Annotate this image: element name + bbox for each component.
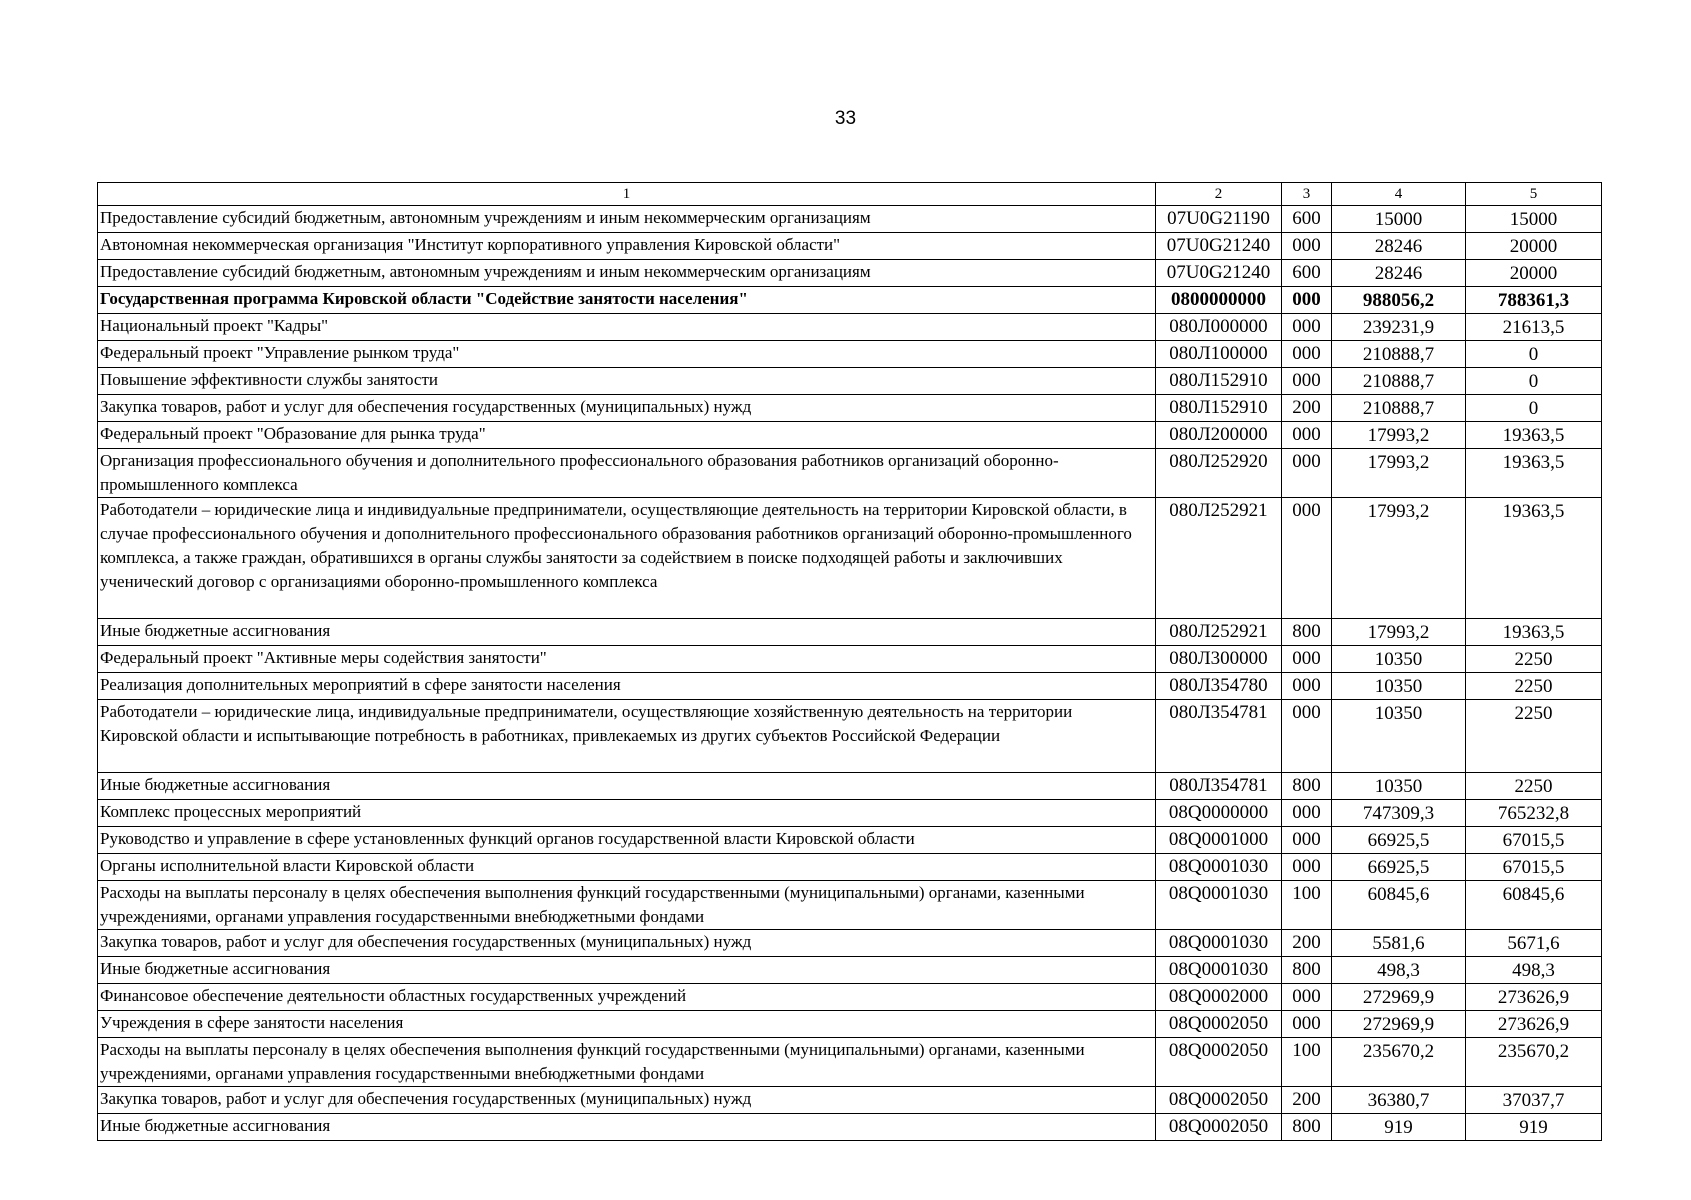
table-row bbox=[98, 827, 1602, 854]
table-row bbox=[98, 700, 1602, 773]
row-amount-year-2: 60845,6 bbox=[1466, 881, 1602, 930]
table-row bbox=[98, 773, 1602, 800]
row-expense-type: 000 bbox=[1282, 422, 1332, 449]
table-row bbox=[98, 619, 1602, 646]
row-expense-type: 800 bbox=[1282, 1114, 1332, 1141]
row-expense-type: 800 bbox=[1282, 957, 1332, 984]
row-expense-type: 100 bbox=[1282, 881, 1332, 930]
table-row bbox=[98, 287, 1602, 314]
row-amount-year-2: 2250 bbox=[1466, 700, 1602, 773]
table-row bbox=[98, 1087, 1602, 1114]
row-amount-year-1: 17993,2 bbox=[1332, 498, 1466, 619]
row-amount-year-1: 60845,6 bbox=[1332, 881, 1466, 930]
row-amount-year-1: 17993,2 bbox=[1332, 619, 1466, 646]
column-header: 2 bbox=[1156, 183, 1282, 206]
row-target-code: 0800000000 bbox=[1156, 287, 1282, 314]
row-amount-year-2: 0 bbox=[1466, 395, 1602, 422]
row-target-code: 080Л000000 bbox=[1156, 314, 1282, 341]
row-target-code: 08Q0002000 bbox=[1156, 984, 1282, 1011]
row-amount-year-1: 272969,9 bbox=[1332, 984, 1466, 1011]
row-target-code: 080Л354781 bbox=[1156, 700, 1282, 773]
table-row bbox=[98, 800, 1602, 827]
row-amount-year-2: 273626,9 bbox=[1466, 984, 1602, 1011]
row-target-code: 080Л100000 bbox=[1156, 341, 1282, 368]
table-row bbox=[98, 395, 1602, 422]
row-expense-type: 000 bbox=[1282, 984, 1332, 1011]
table-row bbox=[98, 260, 1602, 287]
row-expense-type: 000 bbox=[1282, 827, 1332, 854]
row-amount-year-2: 498,3 bbox=[1466, 957, 1602, 984]
row-target-code: 07U0G21190 bbox=[1156, 206, 1282, 233]
row-description: Государственная программа Кировской области "Содействие занятости населения" bbox=[98, 287, 1156, 314]
row-amount-year-1: 5581,6 bbox=[1332, 930, 1466, 957]
table-row bbox=[98, 498, 1602, 619]
row-description: Повышение эффективности службы занятости bbox=[98, 368, 1156, 395]
row-amount-year-1: 17993,2 bbox=[1332, 422, 1466, 449]
row-description: Иные бюджетные ассигнования bbox=[98, 1114, 1156, 1141]
row-description: Федеральный проект "Управление рынком труда" bbox=[98, 341, 1156, 368]
table-row bbox=[98, 1011, 1602, 1038]
row-expense-type: 000 bbox=[1282, 800, 1332, 827]
row-expense-type: 600 bbox=[1282, 260, 1332, 287]
row-target-code: 080Л252921 bbox=[1156, 498, 1282, 619]
row-amount-year-2: 20000 bbox=[1466, 260, 1602, 287]
row-amount-year-2: 5671,6 bbox=[1466, 930, 1602, 957]
row-target-code: 08Q0001030 bbox=[1156, 854, 1282, 881]
row-amount-year-1: 235670,2 bbox=[1332, 1038, 1466, 1087]
row-amount-year-2: 19363,5 bbox=[1466, 619, 1602, 646]
table-row bbox=[98, 206, 1602, 233]
row-expense-type: 000 bbox=[1282, 341, 1332, 368]
row-description: Предоставление субсидий бюджетным, автономным учреждениям и иным некоммерческим организациям bbox=[98, 260, 1156, 287]
row-amount-year-2: 2250 bbox=[1466, 646, 1602, 673]
table-row bbox=[98, 422, 1602, 449]
row-amount-year-1: 747309,3 bbox=[1332, 800, 1466, 827]
row-amount-year-1: 28246 bbox=[1332, 260, 1466, 287]
page-number: 33 bbox=[834, 108, 857, 129]
row-description: Учреждения в сфере занятости населения bbox=[98, 1011, 1156, 1038]
row-target-code: 08Q0001030 bbox=[1156, 957, 1282, 984]
row-expense-type: 000 bbox=[1282, 673, 1332, 700]
row-description: Закупка товаров, работ и услуг для обеспечения государственных (муниципальных) нужд bbox=[98, 1087, 1156, 1114]
row-expense-type: 000 bbox=[1282, 498, 1332, 619]
row-amount-year-2: 19363,5 bbox=[1466, 449, 1602, 498]
row-amount-year-1: 10350 bbox=[1332, 773, 1466, 800]
table-row bbox=[98, 368, 1602, 395]
row-description: Предоставление субсидий бюджетным, автономным учреждениям и иным некоммерческим организациям bbox=[98, 206, 1156, 233]
row-target-code: 080Л300000 bbox=[1156, 646, 1282, 673]
row-description: Руководство и управление в сфере установленных функций органов государственной власти Кировской области bbox=[98, 827, 1156, 854]
row-amount-year-1: 210888,7 bbox=[1332, 368, 1466, 395]
row-expense-type: 000 bbox=[1282, 314, 1332, 341]
row-description: Организация профессионального обучения и дополнительного профессионального образования работников организаций оборонно-промышленного комплекса bbox=[98, 449, 1156, 498]
budget-table-body bbox=[98, 183, 1602, 1141]
row-amount-year-1: 210888,7 bbox=[1332, 341, 1466, 368]
row-expense-type: 200 bbox=[1282, 1087, 1332, 1114]
table-row bbox=[98, 881, 1602, 930]
row-amount-year-2: 37037,7 bbox=[1466, 1087, 1602, 1114]
column-header: 3 bbox=[1282, 183, 1332, 206]
row-expense-type: 000 bbox=[1282, 233, 1332, 260]
table-header-row bbox=[98, 183, 1602, 206]
row-target-code: 080Л354780 bbox=[1156, 673, 1282, 700]
row-target-code: 08Q0002050 bbox=[1156, 1011, 1282, 1038]
row-amount-year-2: 67015,5 bbox=[1466, 854, 1602, 881]
row-target-code: 08Q0000000 bbox=[1156, 800, 1282, 827]
row-amount-year-1: 28246 bbox=[1332, 233, 1466, 260]
row-description: Комплекс процессных мероприятий bbox=[98, 800, 1156, 827]
row-amount-year-2: 788361,3 bbox=[1466, 287, 1602, 314]
row-description: Иные бюджетные ассигнования bbox=[98, 773, 1156, 800]
row-amount-year-1: 919 bbox=[1332, 1114, 1466, 1141]
row-description: Работодатели – юридические лица и индивидуальные предприниматели, осуществляющие деятельность на территории Кировской области, в случае профессионального обучения и дополнительного профессионального образования работников организаций оборонно-промышленного комплекса, а также граждан, обратившихся в органы службы занятости за содействием в поиске подходящей работы и заключивших ученический договор с организациями оборонно-промышленного комплекса bbox=[98, 498, 1156, 619]
row-amount-year-1: 10350 bbox=[1332, 673, 1466, 700]
row-amount-year-2: 19363,5 bbox=[1466, 422, 1602, 449]
row-expense-type: 200 bbox=[1282, 930, 1332, 957]
row-expense-type: 000 bbox=[1282, 449, 1332, 498]
row-expense-type: 800 bbox=[1282, 619, 1332, 646]
column-header: 1 bbox=[98, 183, 1156, 206]
row-amount-year-2: 20000 bbox=[1466, 233, 1602, 260]
column-header: 4 bbox=[1332, 183, 1466, 206]
row-description: Федеральный проект "Активные меры содействия занятости" bbox=[98, 646, 1156, 673]
table-row bbox=[98, 646, 1602, 673]
row-amount-year-2: 919 bbox=[1466, 1114, 1602, 1141]
row-expense-type: 000 bbox=[1282, 646, 1332, 673]
budget-table bbox=[97, 182, 1602, 1141]
row-target-code: 080Л354781 bbox=[1156, 773, 1282, 800]
row-expense-type: 100 bbox=[1282, 1038, 1332, 1087]
row-target-code: 08Q0002050 bbox=[1156, 1114, 1282, 1141]
row-description: Закупка товаров, работ и услуг для обеспечения государственных (муниципальных) нужд bbox=[98, 930, 1156, 957]
row-target-code: 080Л252921 bbox=[1156, 619, 1282, 646]
row-description: Иные бюджетные ассигнования bbox=[98, 619, 1156, 646]
row-amount-year-1: 10350 bbox=[1332, 646, 1466, 673]
row-description: Закупка товаров, работ и услуг для обеспечения государственных (муниципальных) нужд bbox=[98, 395, 1156, 422]
row-amount-year-1: 66925,5 bbox=[1332, 854, 1466, 881]
row-amount-year-1: 10350 bbox=[1332, 700, 1466, 773]
row-expense-type: 000 bbox=[1282, 368, 1332, 395]
row-description: Органы исполнительной власти Кировской области bbox=[98, 854, 1156, 881]
row-description: Иные бюджетные ассигнования bbox=[98, 957, 1156, 984]
row-amount-year-1: 239231,9 bbox=[1332, 314, 1466, 341]
row-amount-year-1: 17993,2 bbox=[1332, 449, 1466, 498]
row-amount-year-1: 498,3 bbox=[1332, 957, 1466, 984]
table-row bbox=[98, 984, 1602, 1011]
row-expense-type: 800 bbox=[1282, 773, 1332, 800]
row-target-code: 07U0G21240 bbox=[1156, 260, 1282, 287]
row-amount-year-1: 272969,9 bbox=[1332, 1011, 1466, 1038]
row-target-code: 08Q0001030 bbox=[1156, 881, 1282, 930]
table-row bbox=[98, 449, 1602, 498]
row-target-code: 080Л252920 bbox=[1156, 449, 1282, 498]
row-description: Работодатели – юридические лица, индивидуальные предприниматели, осуществляющие хозяйственную деятельность на территории Кировской области и испытывающие потребность в работниках, привлекаемых из других субъектов Российской Федерации bbox=[98, 700, 1156, 773]
table-row bbox=[98, 1038, 1602, 1087]
row-amount-year-2: 0 bbox=[1466, 368, 1602, 395]
row-expense-type: 000 bbox=[1282, 1011, 1332, 1038]
row-amount-year-2: 2250 bbox=[1466, 773, 1602, 800]
row-target-code: 08Q0002050 bbox=[1156, 1038, 1282, 1087]
row-amount-year-2: 765232,8 bbox=[1466, 800, 1602, 827]
row-target-code: 080Л200000 bbox=[1156, 422, 1282, 449]
row-target-code: 080Л152910 bbox=[1156, 368, 1282, 395]
row-expense-type: 000 bbox=[1282, 854, 1332, 881]
row-amount-year-2: 235670,2 bbox=[1466, 1038, 1602, 1087]
row-target-code: 08Q0001000 bbox=[1156, 827, 1282, 854]
row-description: Реализация дополнительных мероприятий в сфере занятости населения bbox=[98, 673, 1156, 700]
row-description: Автономная некоммерческая организация "Институт корпоративного управления Кировской области" bbox=[98, 233, 1156, 260]
row-amount-year-2: 273626,9 bbox=[1466, 1011, 1602, 1038]
row-amount-year-1: 988056,2 bbox=[1332, 287, 1466, 314]
row-expense-type: 200 bbox=[1282, 395, 1332, 422]
column-header: 5 bbox=[1466, 183, 1602, 206]
row-amount-year-2: 15000 bbox=[1466, 206, 1602, 233]
row-target-code: 07U0G21240 bbox=[1156, 233, 1282, 260]
row-amount-year-2: 21613,5 bbox=[1466, 314, 1602, 341]
row-expense-type: 000 bbox=[1282, 287, 1332, 314]
row-expense-type: 000 bbox=[1282, 700, 1332, 773]
row-amount-year-1: 36380,7 bbox=[1332, 1087, 1466, 1114]
row-amount-year-1: 66925,5 bbox=[1332, 827, 1466, 854]
table-row bbox=[98, 957, 1602, 984]
table-row bbox=[98, 1114, 1602, 1141]
row-target-code: 08Q0001030 bbox=[1156, 930, 1282, 957]
table-row bbox=[98, 233, 1602, 260]
table-row bbox=[98, 341, 1602, 368]
row-target-code: 080Л152910 bbox=[1156, 395, 1282, 422]
row-amount-year-2: 19363,5 bbox=[1466, 498, 1602, 619]
table-row bbox=[98, 854, 1602, 881]
row-description: Финансовое обеспечение деятельности областных государственных учреждений bbox=[98, 984, 1156, 1011]
row-description: Расходы на выплаты персоналу в целях обеспечения выполнения функций государственными (муниципальными) органами, казенными учреждениями, органами управления государственными внебюджетными фондами bbox=[98, 881, 1156, 930]
table-row bbox=[98, 673, 1602, 700]
table-row bbox=[98, 314, 1602, 341]
row-description: Федеральный проект "Образование для рынка труда" bbox=[98, 422, 1156, 449]
table-row bbox=[98, 930, 1602, 957]
row-description: Расходы на выплаты персоналу в целях обеспечения выполнения функций государственными (муниципальными) органами, казенными учреждениями, органами управления государственными внебюджетными фондами bbox=[98, 1038, 1156, 1087]
row-expense-type: 600 bbox=[1282, 206, 1332, 233]
row-amount-year-2: 2250 bbox=[1466, 673, 1602, 700]
row-amount-year-1: 15000 bbox=[1332, 206, 1466, 233]
row-description: Национальный проект "Кадры" bbox=[98, 314, 1156, 341]
row-amount-year-2: 67015,5 bbox=[1466, 827, 1602, 854]
row-target-code: 08Q0002050 bbox=[1156, 1087, 1282, 1114]
row-amount-year-2: 0 bbox=[1466, 341, 1602, 368]
row-amount-year-1: 210888,7 bbox=[1332, 395, 1466, 422]
